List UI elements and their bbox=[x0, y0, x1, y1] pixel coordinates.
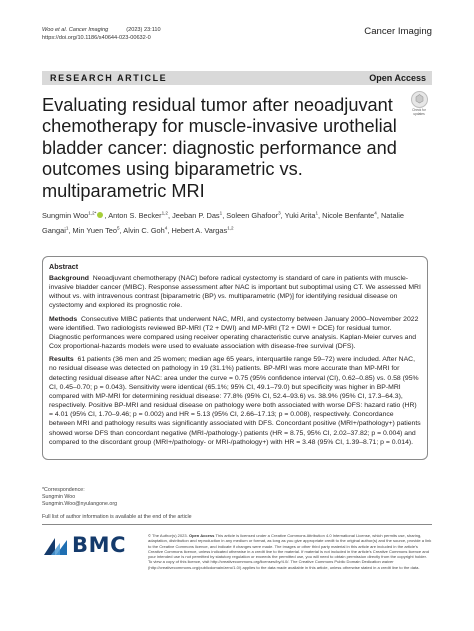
article-type-label: RESEARCH ARTICLE bbox=[50, 73, 168, 83]
license-lead: © The Author(s) 2023. bbox=[148, 533, 188, 538]
author-name[interactable]: Min Yuen Teo bbox=[72, 225, 118, 235]
author-name[interactable]: Jeeban P. Das bbox=[172, 211, 220, 221]
author-separator: , bbox=[167, 225, 172, 235]
author-entry bbox=[172, 211, 226, 220]
author-affiliation-sup: 5 bbox=[117, 225, 120, 231]
author-name[interactable]: Yuki Arita bbox=[284, 211, 316, 221]
footer-divider bbox=[42, 524, 432, 525]
check-updates-text: Check for updates bbox=[412, 108, 426, 116]
results-text: 61 patients (36 men and 25 women; median age 65 years, interquartile range 59–72) were included. After NAC, no residual disease was detected on pathology in 19 (31.1%) patients. BP-MRI was more accurate than MP-MRI for detecting residual disease after NAC: area under the curve = 0.75 (95% confidence interval (CI), 0.62–0.85) vs. 0.58 (95% CI, 0.45–0.70; p = 0.043). Sensitivity were identical (65.1%; 95% CI, 49.1–79.0) but specificity was higher in BP-MRI compared with MP-MRI for determining residual disease: 77.8% (95% CI, 52.4–93.6) vs. 38.9% (95% CI, 17.3–64.3), respectively. Positive BP-MRI and residual disease on pathology were both associated with worse DFS: hazard ratio (HR) = 4.01 (95% CI, 1.70–9.46; p = 0.002) and HR = 5.13 (95% CI, 2.66–17.13; p = 0.008), respectively. Concordance between MRI and pathology results was significantly associated with DFS. Concordant positive (MRI+/pathology+) patients showed worse DFS than concordant negative (MRI-/pathology-) patients (HR = 8.75, 95% CI, 2.02–37.82; p = 0.004) and compared to the discordant group (MRI+/pathology- or MRI-/pathology+) with HR = 3.48 (95% CI, 1.39–8.71; p = 0.014). bbox=[49, 356, 421, 446]
bmc-logo-mark-icon bbox=[42, 535, 70, 557]
abstract-methods bbox=[49, 315, 421, 352]
abstract-heading: Abstract bbox=[49, 262, 79, 271]
journal-name: Cancer Imaging bbox=[364, 26, 432, 37]
license-open-access: Open Access bbox=[188, 533, 215, 538]
full-author-info-note: Full list of author information is available at the end of the article bbox=[42, 514, 192, 520]
running-header bbox=[42, 27, 161, 42]
author-name[interactable]: Nicole Benfante bbox=[322, 211, 375, 221]
license-body: This article is licensed under a Creative Commons Attribution 4.0 International License, which permits use, sharing, adaptation, distribution and reproduction in any medium or format, as long as you give appropriate credit to the original author(s) and the source, provide a link to the Creative Commons licence, and indicate if changes were made. The images or other third party material in this article are included in the article's Creative Commons licence, unless indicated otherwise in a credit line to the material. If material is not included in the article's Creative Commons licence and your intended use is not permitted by statutory regulation or exceeds the permitted use, you will need to obtain permission directly from the copyright holder. To view a copy of this licence, visit http://creativecommons.org/licenses/by/4.0/. The Creative Commons Public Domain Dedication waiver (http://creativecommons.org/publicdomain/zero/1.0/) applies to the data made available in this article, unless otherwise stated in a credit line to the data. bbox=[148, 533, 432, 570]
author-affiliation-sup: 1 bbox=[315, 211, 318, 216]
author-affiliation-sup: 1,2* bbox=[88, 211, 97, 216]
author-separator: , bbox=[376, 211, 381, 221]
license-text bbox=[148, 533, 432, 570]
author-list bbox=[42, 208, 434, 237]
open-access-label: Open Access bbox=[369, 73, 426, 83]
author-entry bbox=[171, 226, 233, 235]
author-separator: , bbox=[318, 211, 323, 221]
author-separator: , bbox=[104, 211, 109, 221]
author-affiliation-sup: 1,2 bbox=[227, 225, 234, 231]
check-updates-icon bbox=[411, 91, 428, 108]
author-separator: , bbox=[167, 211, 173, 221]
author-name[interactable]: Hebert A. Vargas bbox=[171, 225, 228, 235]
author-separator: , bbox=[280, 211, 285, 221]
author-entry bbox=[226, 211, 284, 220]
check-for-updates-badge[interactable] bbox=[408, 91, 430, 117]
author-entry bbox=[285, 211, 322, 220]
abstract-results bbox=[49, 355, 421, 447]
author-separator: , bbox=[222, 211, 227, 221]
author-name[interactable]: Anton S. Becker bbox=[108, 211, 162, 221]
author-separator: , bbox=[68, 225, 73, 235]
correspondence-block bbox=[42, 487, 242, 521]
journal-citation: Woo et al. Cancer Imaging bbox=[42, 27, 109, 33]
author-entry bbox=[322, 211, 381, 220]
correspondence-label: *Correspondence: bbox=[42, 487, 85, 493]
orcid-icon[interactable] bbox=[97, 212, 103, 218]
methods-label: Methods bbox=[49, 315, 78, 323]
author-entry bbox=[123, 226, 171, 235]
year-volume: (2023) 23:110 bbox=[126, 27, 161, 33]
bmc-logo-text: BMC bbox=[72, 533, 127, 557]
abstract-background bbox=[49, 274, 421, 311]
methods-text: Consecutive MIBC patients that underwent NAC, MRI, and cystectomy between January 2000–November 2022 were identified. Two radiologists reviewed BP-MRI (T2 + DWI) and MP-MRI (T2 + DWI + DCE) for residual tumor. Diagnostic performances were compared using receiver operating characteristic curve analysis. Kaplan-Meier curves and Cox proportional-hazards models were used to evaluate association with disease-free survival (DFS). bbox=[49, 315, 419, 351]
correspondence-name: Sungmin Woo bbox=[42, 494, 76, 500]
author-affiliation-sup: 3 bbox=[278, 211, 281, 216]
author-affiliation-sup: 1 bbox=[219, 211, 223, 216]
author-affiliation-sup: 1 bbox=[65, 225, 69, 231]
results-label: Results bbox=[49, 356, 74, 364]
author-name[interactable]: Alvin C. Goh bbox=[123, 225, 165, 235]
bmc-logo bbox=[42, 533, 132, 557]
author-affiliation-sup: 4 bbox=[164, 225, 168, 231]
author-entry bbox=[108, 211, 172, 220]
author-name[interactable]: Sungmin Woo bbox=[42, 211, 89, 221]
background-text: Neoadjuvant chemotherapy (NAC) before radical cystectomy is standard of care in patients with muscle-invasive bladder cancer (MIBC). Response assessment after NAC is important but suboptimal using CT. We assessed MRI without vs. with intravenous contrast [biparametric (BP) vs. multiparametric (MP)] for identifying residual disease on cystectomy and explored its prognostic role. bbox=[49, 275, 421, 310]
doi-link[interactable]: https://doi.org/10.1186/s40644-023-00632-0 bbox=[42, 34, 151, 41]
background-label: Background bbox=[49, 275, 89, 282]
article-title: Evaluating residual tumor after neoadjuvant chemotherapy for muscle-invasive urothelial bladder cancer: diagnostic performance and outcomes using biparametric vs. multiparametric MRI bbox=[42, 95, 397, 201]
author-name[interactable]: Natalie Gangai bbox=[42, 211, 404, 235]
author-affiliation-sup: 1,2 bbox=[161, 211, 168, 216]
author-entry bbox=[42, 211, 108, 220]
author-affiliation-sup: 4 bbox=[374, 211, 377, 216]
author-name[interactable]: Soleen Ghafoor bbox=[226, 211, 279, 221]
abstract-box bbox=[42, 256, 428, 460]
article-type-banner bbox=[42, 71, 432, 85]
author-separator: , bbox=[119, 225, 124, 235]
author-entry bbox=[73, 226, 124, 235]
correspondence-email[interactable]: Sungmin.Woo@nyulangone.org bbox=[42, 501, 118, 507]
